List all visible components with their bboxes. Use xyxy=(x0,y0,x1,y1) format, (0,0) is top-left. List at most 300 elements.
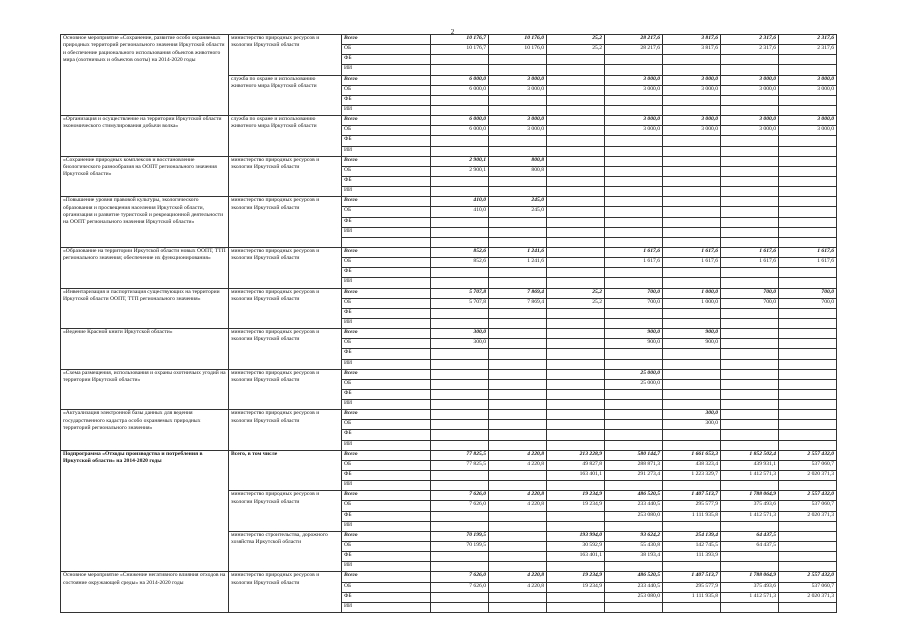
value-cell xyxy=(663,156,721,166)
value-cell xyxy=(605,105,663,115)
value-cell xyxy=(779,389,837,399)
value-cell: 1 412 571,3 xyxy=(721,592,779,602)
value-cell xyxy=(663,308,721,318)
value-cell xyxy=(605,136,663,146)
value-cell xyxy=(779,95,837,105)
value-cell: 30 592,9 xyxy=(547,542,605,552)
value-cell: 1 617,6 xyxy=(721,258,779,268)
funding-source: ИИ xyxy=(342,602,431,612)
value-cell xyxy=(779,552,837,562)
funding-source: ОБ xyxy=(342,460,431,470)
value-cell xyxy=(721,430,779,440)
value-cell: 580 144,7 xyxy=(605,450,663,460)
value-cell xyxy=(489,400,547,410)
value-cell: 3 000,0 xyxy=(663,116,721,126)
value-cell: 1 617,6 xyxy=(605,258,663,268)
value-cell: 2 317,6 xyxy=(779,45,837,55)
funding-source: Всего xyxy=(342,369,431,379)
value-cell xyxy=(547,369,605,379)
value-cell: 2 557 432,0 xyxy=(779,491,837,501)
funding-source: ОБ xyxy=(342,166,431,176)
value-cell xyxy=(431,420,489,430)
value-cell xyxy=(431,400,489,410)
measure-name: «Образование на территории Иркутской области новых ООПТ, ТТП регионального значения; обеспечение их функционирования» xyxy=(61,247,229,288)
value-cell: 70 199,5 xyxy=(431,531,489,541)
value-cell: 1 617,6 xyxy=(605,247,663,257)
funding-source: Всего xyxy=(342,450,431,460)
value-cell xyxy=(779,318,837,328)
value-cell xyxy=(663,65,721,75)
value-cell xyxy=(605,359,663,369)
value-cell: 800,8 xyxy=(489,166,547,176)
value-cell xyxy=(547,156,605,166)
value-cell: 852,6 xyxy=(431,258,489,268)
value-cell xyxy=(663,440,721,450)
value-cell xyxy=(431,602,489,612)
value-cell: 3 000,0 xyxy=(663,75,721,85)
value-cell: 4 220,8 xyxy=(489,582,547,592)
value-cell xyxy=(431,176,489,186)
value-cell: 3 000,0 xyxy=(721,116,779,126)
value-cell xyxy=(721,146,779,156)
value-cell xyxy=(605,318,663,328)
value-cell xyxy=(605,308,663,318)
value-cell xyxy=(547,258,605,268)
value-cell xyxy=(489,318,547,328)
funding-source: Всего xyxy=(342,288,431,298)
value-cell xyxy=(663,217,721,227)
value-cell xyxy=(489,95,547,105)
value-cell: 25,2 xyxy=(547,298,605,308)
funding-source: ОБ xyxy=(342,339,431,349)
value-cell: 7 869,4 xyxy=(489,298,547,308)
value-cell: 77 825,5 xyxy=(431,460,489,470)
value-cell: 3 000,0 xyxy=(663,126,721,136)
value-cell xyxy=(431,217,489,227)
funding-source: ОБ xyxy=(342,126,431,136)
value-cell xyxy=(431,592,489,602)
value-cell xyxy=(431,65,489,75)
measure-name: Основное мероприятие «Снижение негативного влияния отходов на состояние окружающей среды» на 2014-2020 годы xyxy=(61,572,229,613)
value-cell: 438 323,4 xyxy=(663,460,721,470)
value-cell: 7 626,0 xyxy=(431,491,489,501)
value-cell xyxy=(605,65,663,75)
value-cell xyxy=(721,136,779,146)
executor-name: Всего, в том числе xyxy=(229,450,342,491)
value-cell xyxy=(431,318,489,328)
value-cell xyxy=(431,55,489,65)
value-cell xyxy=(489,379,547,389)
value-cell xyxy=(547,65,605,75)
value-cell: 3 000,0 xyxy=(605,75,663,85)
value-cell: 2 020 371,3 xyxy=(779,511,837,521)
executor-name: служба по охране и использованию животного мира Иркутской области xyxy=(229,116,342,157)
funding-source: Всего xyxy=(342,531,431,541)
value-cell xyxy=(663,95,721,105)
funding-source: ИИ xyxy=(342,440,431,450)
value-cell xyxy=(721,379,779,389)
value-cell xyxy=(605,410,663,420)
value-cell xyxy=(489,136,547,146)
value-cell xyxy=(721,318,779,328)
measure-name: Основное мероприятие «Сохранение, развитие особо охраняемых природных территорий регионального значения Иркутской области и обеспечение рационального использования объектов животного мира (охотничьих и объектов охоты) на 2014-2020 годы xyxy=(61,35,229,116)
measure-name: «Сохранение природных комплексов и восстановление биологического разнообразия на ООПТ регионального значения Иркутской области» xyxy=(61,156,229,197)
value-cell xyxy=(779,176,837,186)
value-cell: 537 060,7 xyxy=(779,501,837,511)
value-cell: 295 577,9 xyxy=(663,582,721,592)
value-cell: 163 401,1 xyxy=(547,471,605,481)
value-cell xyxy=(721,562,779,572)
value-cell xyxy=(605,156,663,166)
value-cell xyxy=(721,197,779,207)
value-cell: 3 000,0 xyxy=(489,75,547,85)
value-cell: 1 241,6 xyxy=(489,258,547,268)
value-cell: 19 234,9 xyxy=(547,572,605,582)
value-cell xyxy=(489,531,547,541)
value-cell xyxy=(779,268,837,278)
value-cell: 3 000,0 xyxy=(489,85,547,95)
value-cell xyxy=(779,481,837,491)
value-cell xyxy=(489,602,547,612)
value-cell xyxy=(663,278,721,288)
value-cell: 233 440,5 xyxy=(605,501,663,511)
value-cell xyxy=(547,511,605,521)
measure-name: «Ведение Красной книги Иркутской области» xyxy=(61,329,229,370)
value-cell xyxy=(779,369,837,379)
value-cell xyxy=(431,379,489,389)
value-cell xyxy=(663,430,721,440)
table-row xyxy=(61,35,837,45)
value-cell xyxy=(779,420,837,430)
value-cell: 25,2 xyxy=(547,35,605,45)
value-cell: 3 000,0 xyxy=(721,85,779,95)
value-cell xyxy=(547,217,605,227)
value-cell: 7 626,0 xyxy=(431,572,489,582)
value-cell: 295 577,9 xyxy=(663,501,721,511)
value-cell xyxy=(547,136,605,146)
value-cell xyxy=(547,389,605,399)
value-cell: 4 220,8 xyxy=(489,491,547,501)
funding-source: ОБ xyxy=(342,298,431,308)
value-cell xyxy=(431,268,489,278)
value-cell xyxy=(547,95,605,105)
table-row xyxy=(61,410,837,420)
value-cell xyxy=(431,440,489,450)
value-cell: 300,0 xyxy=(663,420,721,430)
measure-name: «Схема размещения, использования и охраны охотничьих угодий на территории Иркутской области» xyxy=(61,369,229,410)
value-cell: 800,8 xyxy=(489,156,547,166)
executor-name: министерство природных ресурсов и экологии Иркутской области xyxy=(229,369,342,410)
value-cell: 93 624,2 xyxy=(605,531,663,541)
value-cell xyxy=(779,308,837,318)
value-cell: 38 193,4 xyxy=(605,552,663,562)
value-cell: 10 176,7 xyxy=(431,35,489,45)
value-cell xyxy=(547,278,605,288)
value-cell: 253 080,0 xyxy=(605,592,663,602)
value-cell: 3 000,0 xyxy=(779,126,837,136)
value-cell xyxy=(547,430,605,440)
value-cell: 700,0 xyxy=(605,288,663,298)
value-cell xyxy=(663,237,721,247)
value-cell xyxy=(547,116,605,126)
executor-name: министерство природных ресурсов и экологии Иркутской области xyxy=(229,288,342,329)
value-cell xyxy=(489,420,547,430)
value-cell xyxy=(779,379,837,389)
value-cell: 4 220,8 xyxy=(489,450,547,460)
value-cell xyxy=(547,592,605,602)
value-cell: 3 000,0 xyxy=(779,85,837,95)
value-cell: 410,0 xyxy=(431,197,489,207)
funding-source: ОБ xyxy=(342,85,431,95)
value-cell xyxy=(605,237,663,247)
value-cell xyxy=(547,187,605,197)
value-cell: 254 139,4 xyxy=(663,531,721,541)
funding-source: ИИ xyxy=(342,562,431,572)
funding-source: Всего xyxy=(342,247,431,257)
value-cell xyxy=(721,166,779,176)
value-cell xyxy=(721,207,779,217)
funding-source: ФБ xyxy=(342,471,431,481)
value-cell xyxy=(779,187,837,197)
value-cell xyxy=(431,105,489,115)
value-cell: 288 871,3 xyxy=(605,460,663,470)
value-cell xyxy=(605,430,663,440)
value-cell: 1 852 502,4 xyxy=(721,450,779,460)
value-cell xyxy=(431,471,489,481)
value-cell xyxy=(663,166,721,176)
value-cell xyxy=(605,521,663,531)
funding-source: ОБ xyxy=(342,420,431,430)
value-cell: 537 060,7 xyxy=(779,582,837,592)
value-cell xyxy=(721,440,779,450)
value-cell xyxy=(431,410,489,420)
value-cell xyxy=(489,440,547,450)
value-cell xyxy=(721,278,779,288)
value-cell xyxy=(489,552,547,562)
value-cell: 1 223 329,7 xyxy=(663,471,721,481)
funding-source: ФБ xyxy=(342,217,431,227)
value-cell: 2 020 371,3 xyxy=(779,592,837,602)
value-cell: 6 000,0 xyxy=(431,85,489,95)
value-cell xyxy=(721,227,779,237)
value-cell: 10 176,7 xyxy=(431,45,489,55)
value-cell: 537 060,7 xyxy=(779,460,837,470)
value-cell xyxy=(489,511,547,521)
value-cell xyxy=(431,562,489,572)
table-row xyxy=(61,572,837,582)
value-cell: 4 220,8 xyxy=(489,572,547,582)
value-cell: 245,0 xyxy=(489,207,547,217)
value-cell xyxy=(721,410,779,420)
value-cell: 410,0 xyxy=(431,207,489,217)
value-cell xyxy=(779,329,837,339)
value-cell xyxy=(605,440,663,450)
funding-source: Всего xyxy=(342,410,431,420)
value-cell xyxy=(605,602,663,612)
value-cell xyxy=(721,349,779,359)
value-cell xyxy=(663,349,721,359)
value-cell xyxy=(779,136,837,146)
value-cell xyxy=(431,237,489,247)
value-cell xyxy=(489,105,547,115)
value-cell xyxy=(779,602,837,612)
value-cell: 245,0 xyxy=(489,197,547,207)
value-cell xyxy=(721,359,779,369)
value-cell xyxy=(605,389,663,399)
executor-name: министерство природных ресурсов и экологии Иркутской области xyxy=(229,35,342,76)
funding-source: ИИ xyxy=(342,278,431,288)
funding-source: ИИ xyxy=(342,318,431,328)
value-cell xyxy=(605,95,663,105)
funding-source: Всего xyxy=(342,572,431,582)
value-cell xyxy=(431,521,489,531)
value-cell xyxy=(605,166,663,176)
value-cell: 1 407 513,7 xyxy=(663,572,721,582)
value-cell xyxy=(663,268,721,278)
table-row xyxy=(61,116,837,126)
value-cell: 300,0 xyxy=(431,329,489,339)
value-cell: 19 234,9 xyxy=(547,491,605,501)
value-cell: 28 217,6 xyxy=(605,35,663,45)
value-cell xyxy=(779,339,837,349)
value-cell xyxy=(779,521,837,531)
executor-name: министерство природных ресурсов и экологии Иркутской области xyxy=(229,197,342,248)
value-cell xyxy=(779,105,837,115)
value-cell: 1 111 935,8 xyxy=(663,511,721,521)
value-cell xyxy=(721,521,779,531)
value-cell: 3 000,0 xyxy=(721,75,779,85)
value-cell xyxy=(547,318,605,328)
value-cell xyxy=(779,349,837,359)
measure-name: «Инвентаризация и паспортизация существующих на территории Иркутской области ООПТ, ТТП регионального значения» xyxy=(61,288,229,329)
value-cell xyxy=(721,552,779,562)
funding-source: ФБ xyxy=(342,55,431,65)
value-cell xyxy=(605,268,663,278)
value-cell xyxy=(779,278,837,288)
value-cell xyxy=(489,187,547,197)
value-cell xyxy=(489,389,547,399)
value-cell xyxy=(547,227,605,237)
value-cell: 3 000,0 xyxy=(779,75,837,85)
value-cell: 900,0 xyxy=(663,339,721,349)
value-cell: 142 745,5 xyxy=(663,542,721,552)
value-cell: 213 228,9 xyxy=(547,450,605,460)
value-cell xyxy=(721,105,779,115)
executor-name: служба по охране и использованию животного мира Иркутской области xyxy=(229,75,342,116)
value-cell xyxy=(489,339,547,349)
funding-source: ИИ xyxy=(342,400,431,410)
value-cell: 10 176,0 xyxy=(489,35,547,45)
value-cell xyxy=(547,268,605,278)
value-cell: 1 617,6 xyxy=(779,258,837,268)
value-cell xyxy=(605,55,663,65)
value-cell: 7 869,4 xyxy=(489,288,547,298)
value-cell: 2 317,6 xyxy=(721,35,779,45)
value-cell xyxy=(431,349,489,359)
funding-source: ИИ xyxy=(342,146,431,156)
value-cell xyxy=(547,197,605,207)
value-cell xyxy=(489,308,547,318)
value-cell xyxy=(663,105,721,115)
value-cell xyxy=(721,268,779,278)
table-row xyxy=(61,197,837,207)
funding-source: Всего xyxy=(342,491,431,501)
value-cell xyxy=(489,217,547,227)
value-cell: 7 626,0 xyxy=(431,582,489,592)
value-cell xyxy=(547,166,605,176)
value-cell xyxy=(779,217,837,227)
value-cell: 6 000,0 xyxy=(431,126,489,136)
funding-source: ИИ xyxy=(342,187,431,197)
value-cell: 3 000,0 xyxy=(489,126,547,136)
value-cell xyxy=(431,95,489,105)
value-cell xyxy=(431,227,489,237)
funding-source: ОБ xyxy=(342,45,431,55)
value-cell xyxy=(779,156,837,166)
measure-name: «Актуализация электронной базы данных для ведения государственного кадастра особо охраняемых природных территорий регионального значения» xyxy=(61,410,229,451)
value-cell: 3 817,6 xyxy=(663,45,721,55)
value-cell xyxy=(547,237,605,247)
value-cell: 3 000,0 xyxy=(605,85,663,95)
value-cell xyxy=(663,207,721,217)
value-cell xyxy=(547,481,605,491)
value-cell: 25,2 xyxy=(547,45,605,55)
funding-source: Всего xyxy=(342,156,431,166)
funding-source: ОБ xyxy=(342,379,431,389)
funding-source: ИИ xyxy=(342,521,431,531)
funding-source: ФБ xyxy=(342,552,431,562)
value-cell: 2 900,1 xyxy=(431,156,489,166)
value-cell xyxy=(431,389,489,399)
page-number: 2 xyxy=(450,28,455,36)
value-cell xyxy=(779,430,837,440)
value-cell xyxy=(489,369,547,379)
value-cell: 1 617,6 xyxy=(721,247,779,257)
value-cell: 7 626,0 xyxy=(431,501,489,511)
funding-source: ФБ xyxy=(342,592,431,602)
value-cell xyxy=(489,268,547,278)
value-cell xyxy=(489,329,547,339)
value-cell xyxy=(547,339,605,349)
value-cell xyxy=(721,420,779,430)
funding-source: ФБ xyxy=(342,136,431,146)
value-cell xyxy=(489,146,547,156)
value-cell xyxy=(663,369,721,379)
value-cell xyxy=(489,349,547,359)
value-cell xyxy=(663,602,721,612)
table-row xyxy=(61,450,837,460)
executor-name: министерство природных ресурсов и экологии Иркутской области xyxy=(229,410,342,451)
value-cell xyxy=(605,217,663,227)
value-cell: 64 437,5 xyxy=(721,542,779,552)
value-cell: 253 080,0 xyxy=(605,511,663,521)
value-cell: 163 401,1 xyxy=(547,552,605,562)
value-cell xyxy=(547,400,605,410)
value-cell xyxy=(547,85,605,95)
value-cell xyxy=(721,400,779,410)
value-cell xyxy=(489,55,547,65)
value-cell xyxy=(489,471,547,481)
value-cell: 1 412 571,3 xyxy=(721,471,779,481)
funding-source: ИИ xyxy=(342,105,431,115)
value-cell xyxy=(721,237,779,247)
measure-name: «Организация и осуществление на территории Иркутской области экономического стимулирования добычи волка» xyxy=(61,116,229,157)
value-cell: 6 000,0 xyxy=(431,75,489,85)
value-cell xyxy=(605,400,663,410)
value-cell xyxy=(663,146,721,156)
value-cell xyxy=(779,207,837,217)
funding-source: ОБ xyxy=(342,207,431,217)
